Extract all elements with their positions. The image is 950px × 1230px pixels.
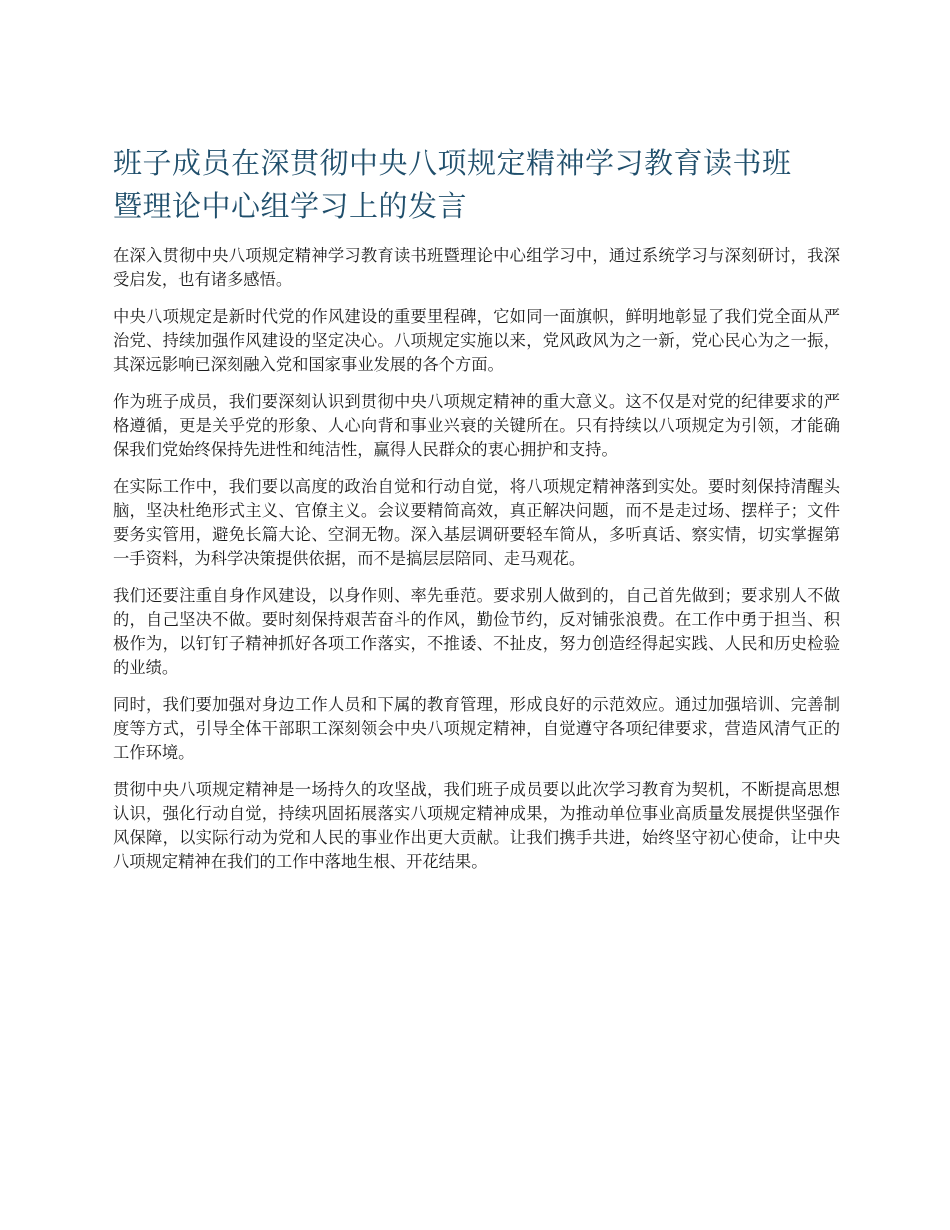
paragraph-conclusion: 贯彻中央八项规定精神是一场持久的攻坚战，我们班子成员要以此次学习教育为契机，不断提高思想认识，强化行动自觉，持续巩固拓展落实八项规定精神成果，为推动单位事业高质量发展提供坚强作风保障，以实际行动为党和人民的事业作出更大贡献。让我们携手共进，始终坚守初心使命，让中央八项规定精神在我们的工作中落地生根、开花结果。 — [113, 780, 840, 871]
document-title: 班子成员在深贯彻中央八项规定精神学习教育读书班 暨理论中心组学习上的发言 — [113, 146, 792, 223]
document-page — [113, 142, 840, 887]
paragraph-self-discipline: 我们还要注重自身作风建设，以身作则、率先垂范。要求别人做到的，自己首先做到；要求别人不做的，自己坚决不做。要时刻保持艰苦奋斗的作风，勤俭节约，反对铺张浪费。在工作中勇于担当、积极作为，以钉钉子精神抓好各项工作落实，不推诿、不扯皮，努力创造经得起实践、人民和历史检验的业绩。 — [113, 586, 840, 677]
paragraph-intro: 在深入贯彻中央八项规定精神学习教育读书班暨理论中心组学习中，通过系统学习与深刻研讨，我深受启发，也有诸多感悟。 — [113, 246, 840, 289]
paragraph-management: 同时，我们要加强对身边工作人员和下属的教育管理，形成良好的示范效应。通过加强培训、完善制度等方式，引导全体干部职工深刻领会中央八项规定精神，自觉遵守各项纪律要求，营造风清气正的工作环境。 — [113, 695, 840, 762]
paragraph-role: 作为班子成员，我们要深刻认识到贯彻中央八项规定精神的重大意义。这不仅是对党的纪律要求的严格遵循，更是关乎党的形象、人心向背和事业兴衰的关键所在。只有持续以八项规定为引领，才能确保我们党始终保持先进性和纯洁性，赢得人民群众的衷心拥护和支持。 — [113, 392, 840, 459]
paragraph-significance: 中央八项规定是新时代党的作风建设的重要里程碑，它如同一面旗帜，鲜明地彰显了我们党全面从严治党、持续加强作风建设的坚定决心。八项规定实施以来，党风政风为之一新，党心民心为之一振，其深远影响已深刻融入党和国家事业发展的各个方面。 — [113, 307, 840, 374]
paragraph-practice: 在实际工作中，我们要以高度的政治自觉和行动自觉，将八项规定精神落到实处。要时刻保持清醒头脑，坚决杜绝形式主义、官僚主义。会议要精简高效，真正解决问题，而不是走过场、摆样子；文件要务实管用，避免长篇大论、空洞无物。深入基层调研要轻车简从，多听真话、察实情，切实掌握第一手资料，为科学决策提供依据，而不是搞层层陪同、走马观花。 — [113, 477, 840, 568]
